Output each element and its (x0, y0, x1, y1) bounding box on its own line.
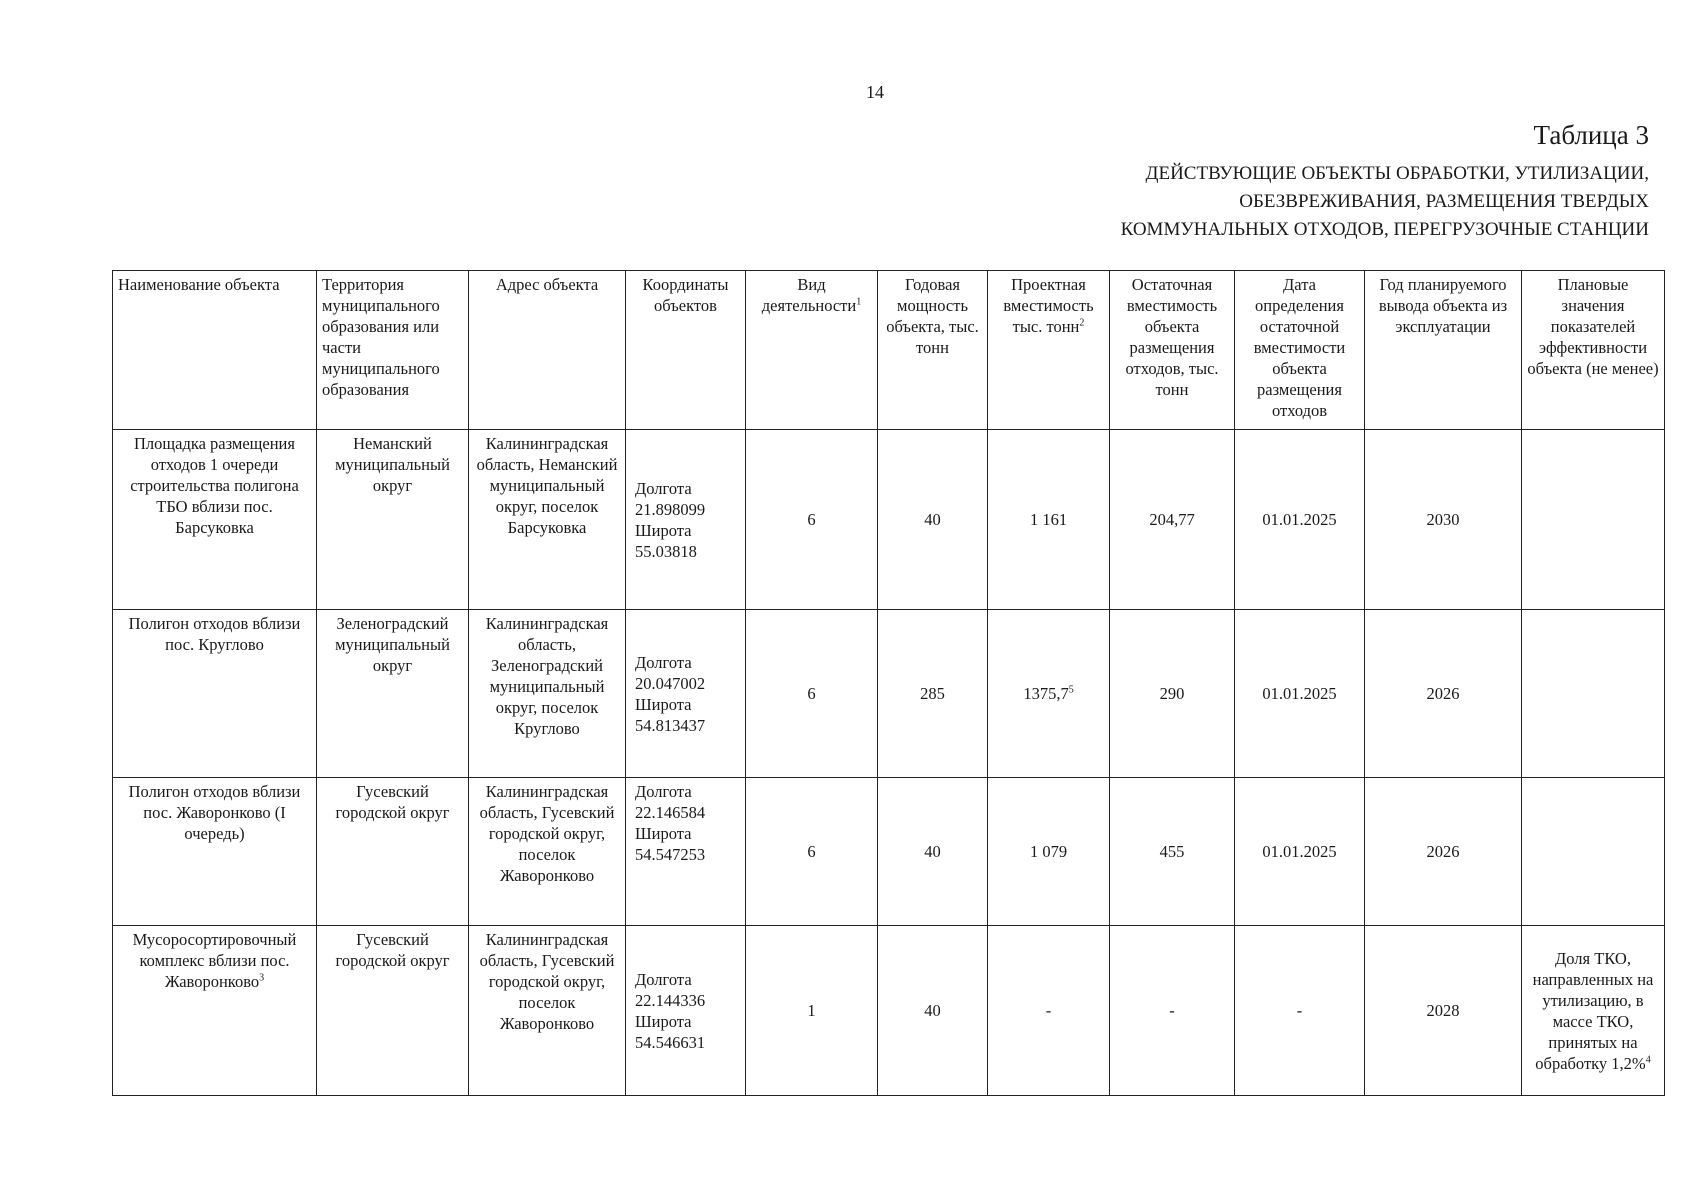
header-activity: Вид деятельности$^1$ (746, 271, 878, 430)
header-decommission-year: Год планируемого вывода объекта из эксплуатации (1365, 271, 1522, 430)
footnote-ref: 1 (856, 296, 862, 308)
table-row (113, 610, 1665, 778)
header-coordinates: Координаты объектов (626, 271, 746, 430)
table-row (113, 926, 1665, 1096)
header-annual-capacity: Годовая мощность объекта, тыс. тонн (878, 271, 988, 430)
cell-territory: Неманский муниципальный округ (317, 430, 469, 610)
cell-activity: 6 (746, 610, 878, 778)
cell-decommission-year: 2026 (1365, 778, 1522, 926)
cell-activity: 6 (746, 430, 878, 610)
cell-annual-capacity: 40 (878, 430, 988, 610)
table-label: Таблица 3 (1533, 120, 1649, 150)
header-residual-capacity: Остаточная вместимость объекта размещения отходов, тыс. тонн (1110, 271, 1235, 430)
footnote-ref: 2 (1079, 317, 1085, 329)
cell-residual-date: - (1235, 926, 1365, 1096)
table-title (949, 160, 1649, 244)
table-row (113, 430, 1665, 610)
header-row (113, 271, 1665, 430)
header-design-capacity: Проектная вместимость тыс. тонн$^2$ (988, 271, 1110, 430)
cell-territory: Гусевский городской округ (317, 926, 469, 1096)
cell-activity: 6 (746, 778, 878, 926)
header-territory: Территория муниципального образования или части муниципального образования (317, 271, 469, 430)
cell-design-capacity: - (988, 926, 1110, 1096)
cell-decommission-year: 2030 (1365, 430, 1522, 610)
cell-name: Полигон отходов вблизи пос. Жаворонково (I очередь) (113, 778, 317, 926)
cell-residual-date: 01.01.2025 (1235, 778, 1365, 926)
header-name: Наименование объекта (113, 271, 317, 430)
cell-design-capacity: 1375,7$^5$ (988, 610, 1110, 778)
cell-annual-capacity: 40 (878, 778, 988, 926)
cell-residual-date: 01.01.2025 (1235, 610, 1365, 778)
cell-address: Калининградская область, Гусевский городской округ, поселок Жаворонково (469, 778, 626, 926)
waste-facilities-table (112, 270, 1665, 1096)
cell-planned-indicators (1522, 610, 1665, 778)
cell-residual-capacity: 290 (1110, 610, 1235, 778)
cell-name: Мусоросортировочный комплекс вблизи пос. Жаворонково$^3$ (113, 926, 317, 1096)
cell-activity: 1 (746, 926, 878, 1096)
cell-residual-date: 01.01.2025 (1235, 430, 1365, 610)
cell-name: Полигон отходов вблизи пос. Круглово (113, 610, 317, 778)
cell-annual-capacity: 40 (878, 926, 988, 1096)
table-title-line: КОММУНАЛЬНЫХ ОТХОДОВ, ПЕРЕГРУЗОЧНЫЕ СТАНЦИИ (1120, 219, 1649, 240)
cell-territory: Зеленоградский муниципальный округ (317, 610, 469, 778)
header-address: Адрес объекта (469, 271, 626, 430)
cell-address: Калининградская область, Неманский муниципальный округ, поселок Барсуковка (469, 430, 626, 610)
cell-decommission-year: 2026 (1365, 610, 1522, 778)
cell-residual-capacity: 204,77 (1110, 430, 1235, 610)
cell-residual-capacity: - (1110, 926, 1235, 1096)
cell-coordinates: Долгота 22.146584 Широта 54.547253 (626, 778, 746, 926)
cell-decommission-year: 2028 (1365, 926, 1522, 1096)
cell-coordinates: Долгота 22.144336 Широта 54.546631 (626, 926, 746, 1096)
cell-planned-indicators (1522, 430, 1665, 610)
cell-residual-capacity: 455 (1110, 778, 1235, 926)
table-row (113, 778, 1665, 926)
cell-coordinates: Долгота 21.898099 Широта 55.03818 (626, 430, 746, 610)
cell-name: Площадка размещения отходов 1 очереди строительства полигона ТБО вблизи пос. Барсуковка (113, 430, 317, 610)
cell-territory: Гусевский городской округ (317, 778, 469, 926)
header-residual-date: Дата определения остаточной вместимости объекта размещения отходов (1235, 271, 1365, 430)
table-title-line: ОБЕЗВРЕЖИВАНИЯ, РАЗМЕЩЕНИЯ ТВЕРДЫХ (1239, 191, 1649, 212)
cell-address: Калининградская область, Зеленоградский муниципальный округ, поселок Круглово (469, 610, 626, 778)
cell-coordinates: Долгота 20.047002 Широта 54.813437 (626, 610, 746, 778)
cell-planned-indicators (1522, 778, 1665, 926)
page-number: 14 (866, 82, 884, 102)
cell-planned-indicators: Доля ТКО, направленных на утилизацию, в массе ТКО, принятых на обработку 1,2%$^4$ (1522, 926, 1665, 1096)
cell-address: Калининградская область, Гусевский городской округ, поселок Жаворонково (469, 926, 626, 1096)
table-title-line: ДЕЙСТВУЮЩИЕ ОБЪЕКТЫ ОБРАБОТКИ, УТИЛИЗАЦИИ, (1145, 163, 1649, 184)
cell-design-capacity: 1 079 (988, 778, 1110, 926)
cell-design-capacity: 1 161 (988, 430, 1110, 610)
header-planned-indicators: Плановые значения показателей эффективности объекта (не менее) (1522, 271, 1665, 430)
cell-annual-capacity: 285 (878, 610, 988, 778)
